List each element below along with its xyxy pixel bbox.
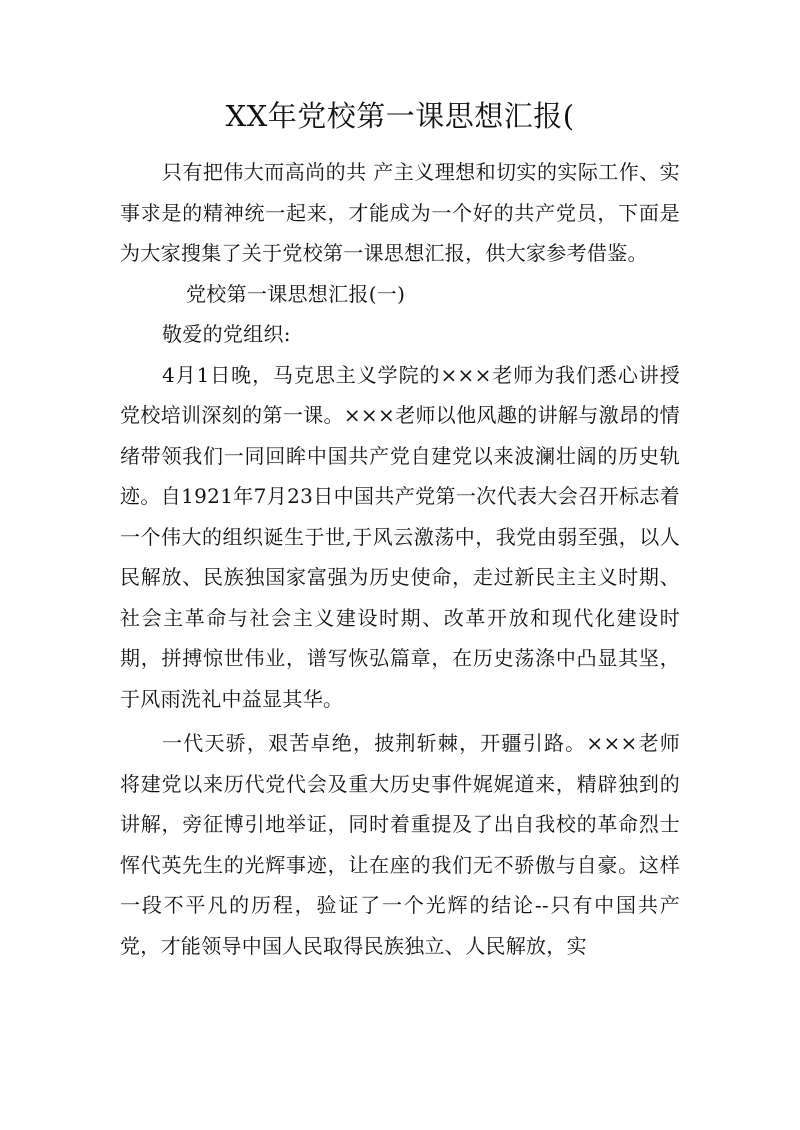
body-paragraph: 一代天骄，艰苦卓绝，披荆斩棘，开疆引路。×××老师将建党以来历代党代会及重大历史事件娓娓道来，精辟独到的讲解，旁征博引地举证，同时着重提及了出自我校的革命烈士恽代英先生的光辉事迹，让在座的我们无不骄傲与自豪。这样一段不平凡的历程，验证了一个光辉的结论--只有中国共产党，才能领导中国人民取得民族独立、人民解放，实: [120, 731, 680, 958]
document-body: [120, 152, 680, 966]
body-paragraph: 4月1日晚，马克思主义学院的×××老师为我们悉心讲授党校培训深刻的第一课。×××老师以他风趣的讲解与激昂的情绪带领我们一同回眸中国共产党自建党以来波澜壮阔的历史轨迹。自1921年7月23日中国共产党第一次代表大会召开标志着一个伟大的组织诞生于世,于风云激荡中，我党由弱至强，以人民解放、民族独国家富强为历史使命，走过新民主主义时期、社会主革命与社会主义建设时期、改革开放和现代化建设时期，拼搏惊世伟业，谱写恢弘篇章，在历史荡涤中凸显其坚，于风雨洗礼中益显其华。: [120, 362, 680, 711]
section-heading: 党校第一课思想汇报(一): [186, 281, 406, 306]
document-title: XX年党校第一课思想汇报(: [225, 99, 575, 133]
intro-paragraph: 只有把伟大而高尚的共 产主义理想和切实的实际工作、实事求是的精神统一起来，才能成为一个好的共产党员，下面是为大家搜集了关于党校第一课思想汇报，供大家参考借鉴。: [120, 160, 680, 265]
salutation: 敬爱的党组织:: [162, 322, 291, 346]
